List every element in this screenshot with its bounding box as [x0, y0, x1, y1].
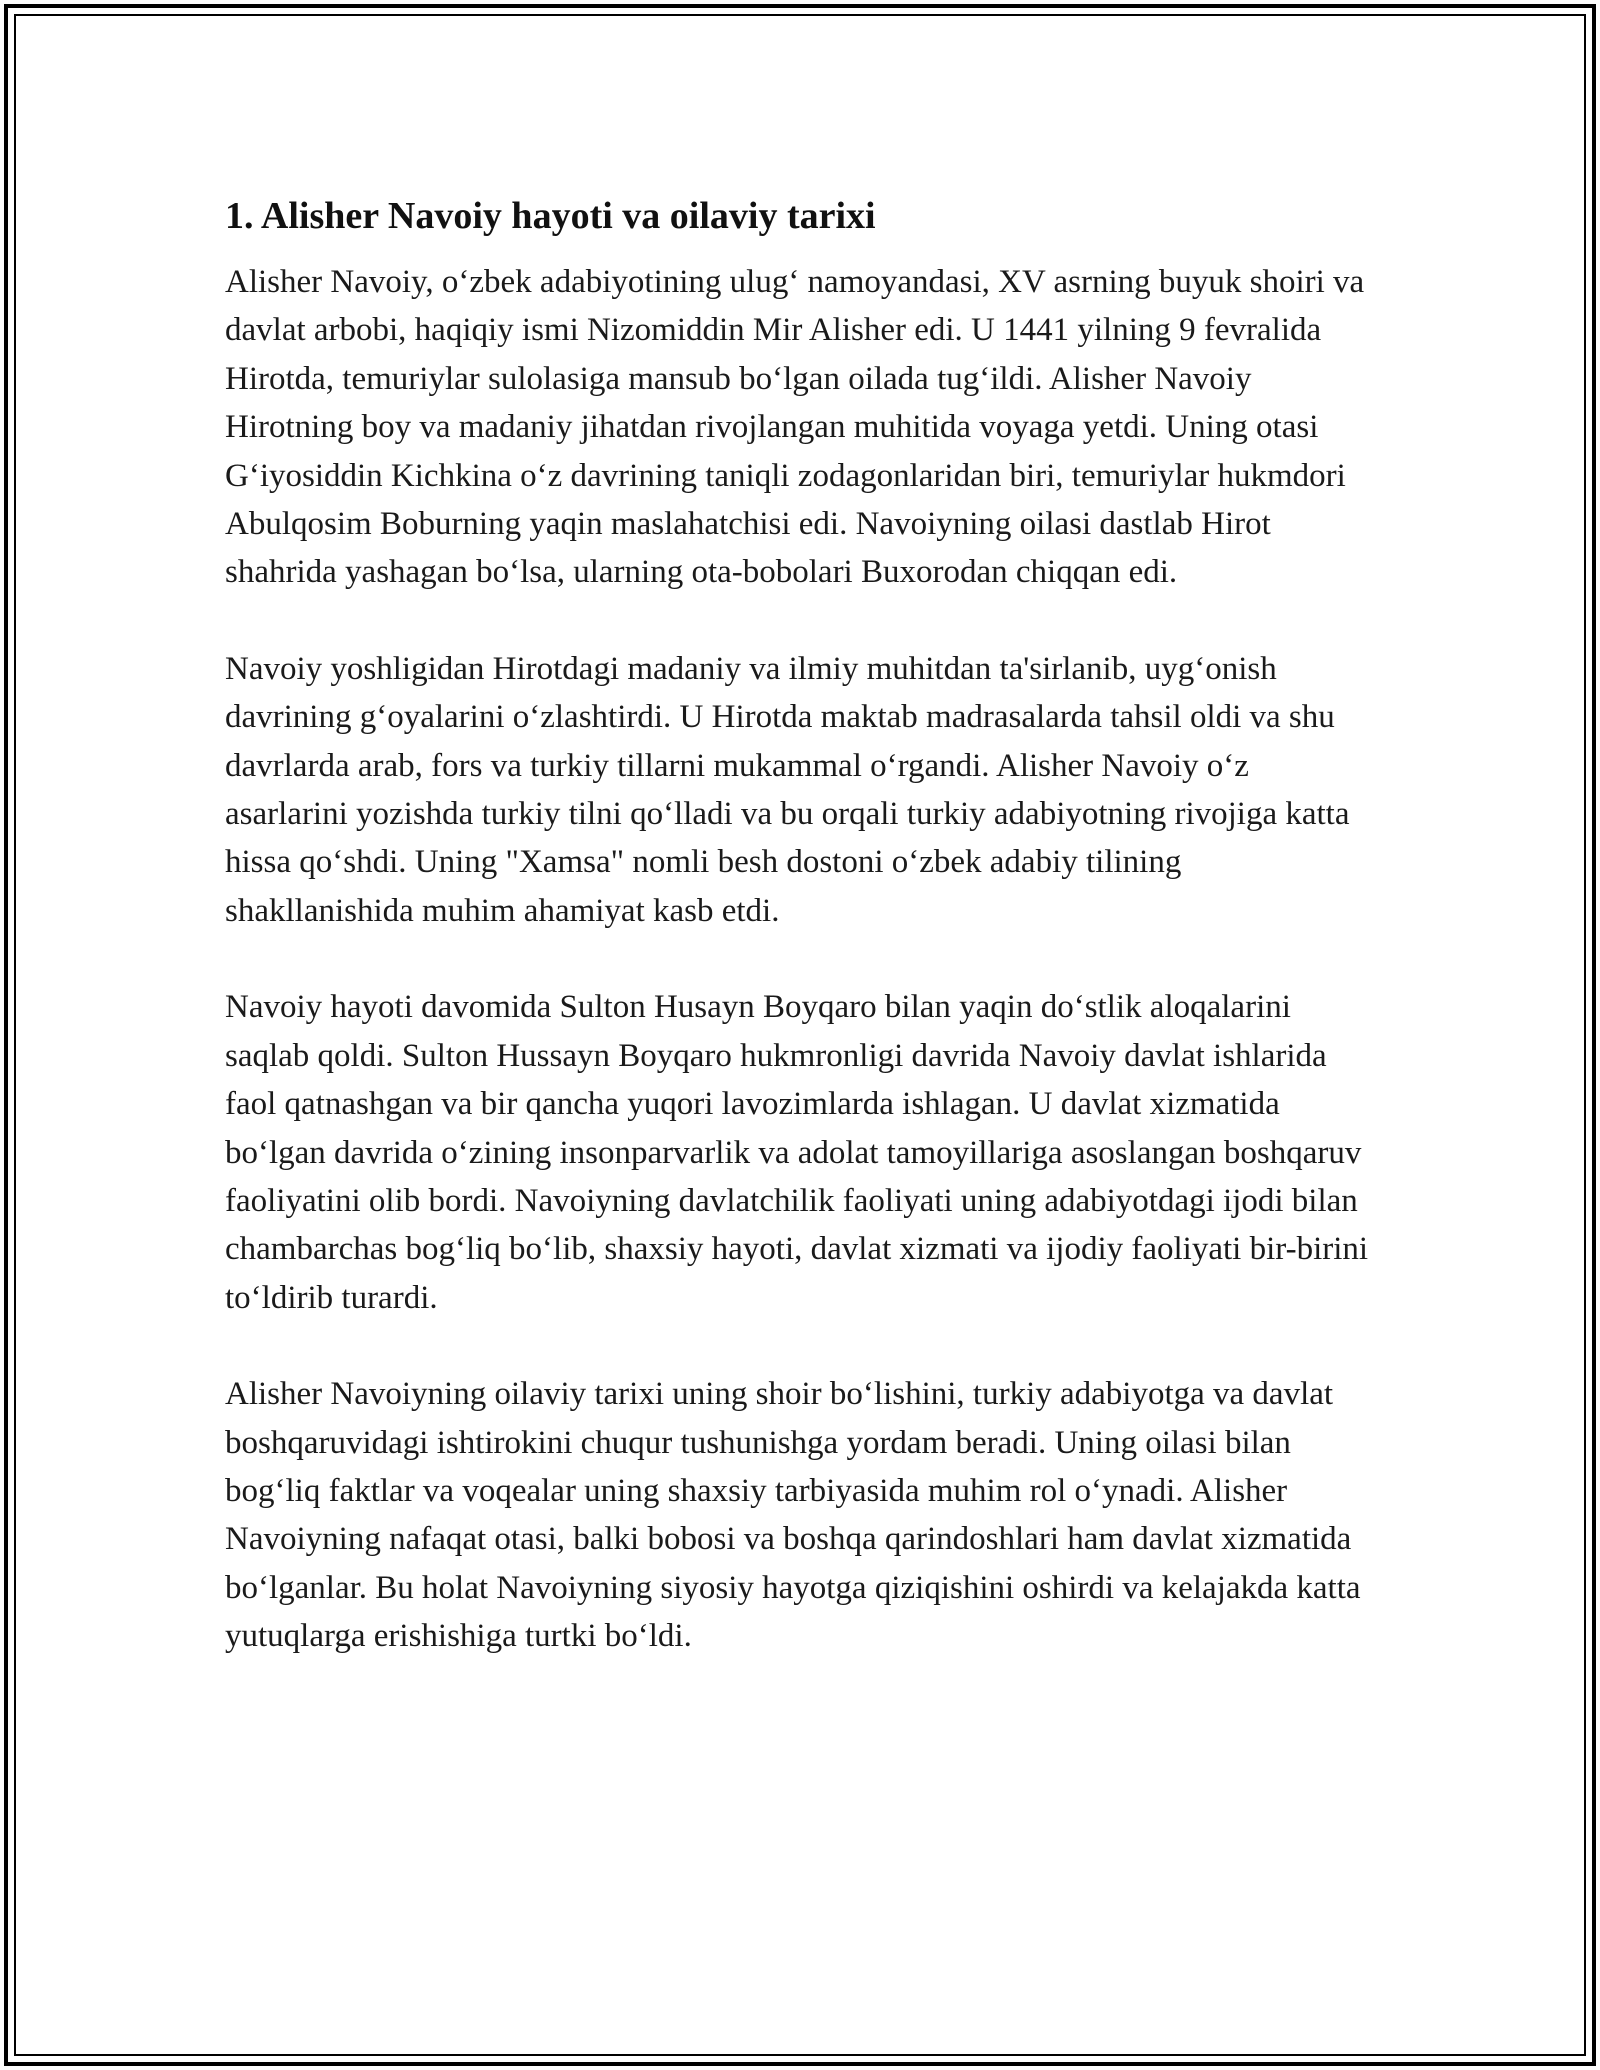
document-body — [225, 176, 1385, 1661]
paragraph-2: Navoiy yoshligidan Hirotdagi madaniy va ilmiy muhitdan ta'sirlanib, uyg‘onish davrining g‘oyalarini o‘zlashtirdi. U Hirotda maktab madrasalarda tahsil oldi va shu davrlarda arab, fors va turkiy tillarni mukammal o‘rgandi. Alisher Navoiy o‘z asarlarini yozishda turkiy tilni qo‘lladi va bu orqali turkiy adabiyotning rivojiga katta hissa qo‘shdi. Uning "Xamsa" nomli besh dostoni o‘zbek adabiy tilining shakllanishida muhim ahamiyat kasb etdi. — [225, 650, 1350, 929]
paragraph-1: Alisher Navoiy, o‘zbek adabiyotining ulug‘ namoyandasi, XV asrning buyuk shoiri va davlat arbobi, haqiqiy ismi Nizomiddin Mir Alisher edi. U 1441 yilning 9 fevralida Hirotda, temuriylar sulolasiga mansub bo‘lgan oilada tug‘ildi. Alisher Navoiy Hirotning boy va madaniy jihatdan rivojlangan muhitida voyaga yetdi. Uning otasi G‘iyosiddin Kichkina o‘z davrining taniqli zodagonlaridan biri, temuriylar hukmdori Abulqosim Boburning yaqin maslahatchisi edi. Navoiyning oilasi dastlab Hirot shahrida yashagan bo‘lsa, ularning ota-bobolari Buxorodan chiqqan edi. — [225, 264, 1365, 591]
section-heading: 1. Alisher Navoiy hayoti va oilaviy tarixi — [225, 195, 876, 237]
paragraph-4: Alisher Navoiyning oilaviy tarixi uning shoir bo‘lishini, turkiy adabiyotga va davlat boshqaruvidagi ishtirokini chuqur tushunishga yordam beradi. Uning oilasi bilan bog‘liq faktlar va voqealar uning shaxsiy tarbiyasida muhim rol o‘ynadi. Alisher Navoiyning nafaqat otasi, balki bobosi va boshqa qarindoshlari ham davlat xizmatida bo‘lganlar. Bu holat Navoiyning siyosiy hayotga qiziqishini oshirdi va kelajakda katta yutuqlarga erishishiga turtki bo‘ldi. — [225, 1376, 1361, 1655]
paragraph-3: Navoiy hayoti davomida Sulton Husayn Boyqaro bilan yaqin do‘stlik aloqalarini saqlab qoldi. Sulton Hussayn Boyqaro hukmronligi davrida Navoiy davlat ishlarida faol qatnashgan va bir qancha yuqori lavozimlarda ishlagan. U davlat xizmatida bo‘lgan davrida o‘zining insonparvarlik va adolat tamoyillariga asoslangan boshqaruv faoliyatini olib bordi. Navoiyning davlatchilik faoliyati uning adabiyotdagi ijodi bilan chambarchas bog‘liq bo‘lib, shaxsiy hayoti, davlat xizmati va ijodiy faoliyati bir-birini to‘ldirib turardi. — [225, 989, 1369, 1316]
